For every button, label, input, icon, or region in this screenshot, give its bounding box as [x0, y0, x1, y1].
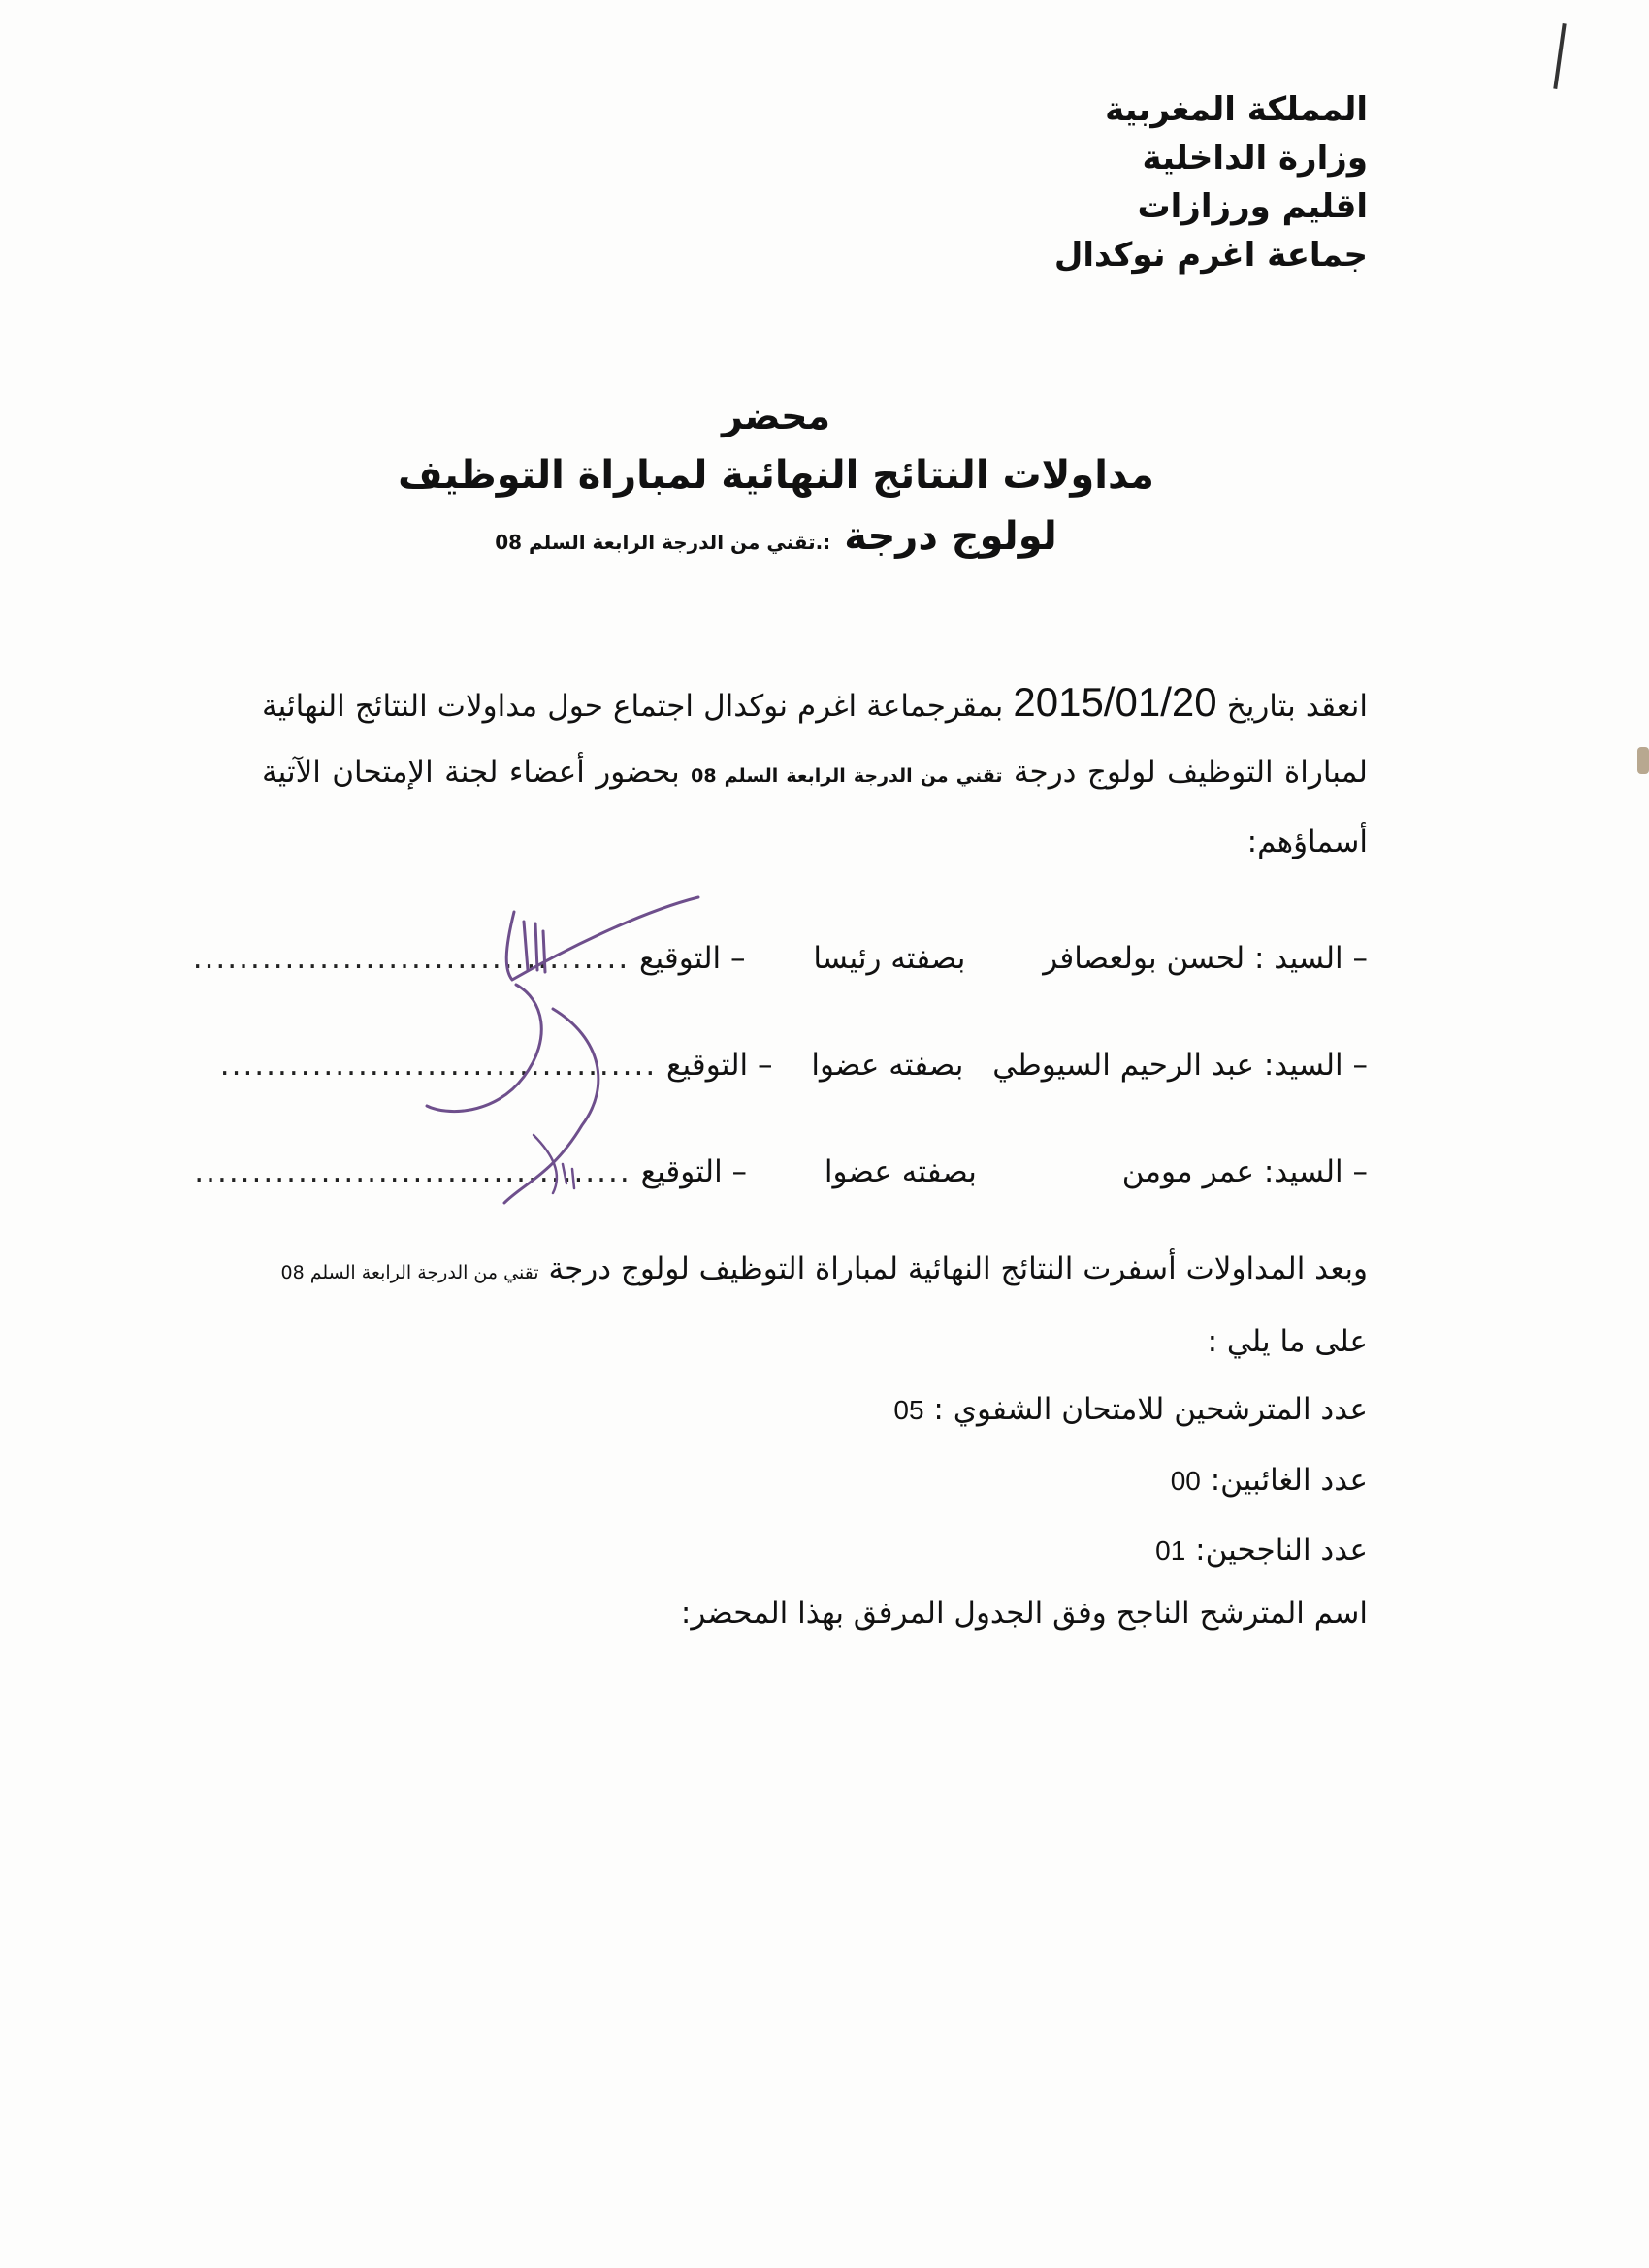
header-commune: جماعة اغرم نوكدال [1053, 236, 1368, 275]
intro-location: بمقرجماعة اغرم نوكدال اجتماع حول مداولات النتائج النهائية لمباراة التوظيف لولوج درجة [262, 689, 1368, 790]
header-kingdom: المملكة المغربية [1105, 90, 1368, 129]
candidates-value: 05 [893, 1395, 924, 1425]
member-name: – السيد : لحسن بولعصافر [1043, 941, 1368, 976]
member-row-3 [194, 1154, 1368, 1189]
intro-committee: بحضور أعضاء لجنة الإمتحان الآتية أسماؤهم: [262, 755, 1368, 859]
document-title [291, 388, 1261, 572]
member-name: – السيد: عبد الرحيم السيوطي [992, 1048, 1368, 1083]
member-signature-label: – التوقيع [640, 1154, 748, 1189]
member-row-2 [220, 1048, 1368, 1083]
intro-held-on: انعقد بتاريخ [1226, 689, 1368, 724]
results-intro-text: وبعد المداولات أسفرت النتائج النهائية لمباراة التوظيف لولوج درجة [548, 1251, 1368, 1286]
winner-line: اسم المترشح الناجح وفق الجدول المرفق بهذا المحضر: [680, 1596, 1368, 1631]
title-grade-label: لولوج درجة [844, 514, 1057, 559]
passed-count-line [1155, 1533, 1368, 1568]
title-grade-line [291, 506, 1261, 572]
absent-count-line [1171, 1463, 1368, 1498]
results-intro [281, 1251, 1368, 1286]
header-province: اقليم ورزازات [1137, 187, 1368, 226]
title-grade-value: :.تقني من الدرجة الرابعة السلم 08 [495, 531, 831, 554]
candidates-label: عدد المترشحين للامتحان الشفوي : [933, 1392, 1368, 1427]
edge-blemish [1637, 747, 1649, 774]
candidates-count-line [893, 1392, 1368, 1427]
letterhead [1054, 85, 1368, 279]
member-signature-label: – التوقيع [666, 1048, 773, 1083]
meeting-date: 2015/01/20 [1013, 679, 1217, 725]
member-name: – السيد: عمر مومن [1121, 1154, 1368, 1189]
title-deliberations: مداولات النتائج النهائية لمباراة التوظيف [398, 453, 1154, 498]
member-role: بصفته عضوا [811, 1048, 964, 1083]
results-intro-end: على ما يلي : [1207, 1324, 1368, 1359]
member-row-1 [193, 941, 1368, 976]
member-signature-label: – التوقيع [639, 941, 746, 976]
signature-dots: ...................................... [194, 1154, 631, 1189]
intro-grade: تقني من الدرجة الرابعة السلم 08 [691, 765, 1003, 787]
signature-dots: ...................................... [219, 1048, 658, 1083]
member-role: بصفته رئيسا [813, 941, 966, 976]
signature-dots: ...................................... [192, 941, 630, 976]
corner-pen-mark [1553, 23, 1566, 89]
absent-value: 00 [1170, 1466, 1201, 1496]
committee-signature [407, 892, 737, 1242]
absent-label: عدد الغائبين: [1210, 1463, 1368, 1498]
results-grade: تقني من الدرجة الرابعة السلم 08 [280, 1262, 539, 1283]
member-role: بصفته عضوا [824, 1154, 977, 1189]
intro-paragraph [262, 669, 1368, 875]
header-ministry: وزارة الداخلية [1142, 139, 1368, 178]
title-minutes: محضر [722, 395, 830, 437]
passed-label: عدد الناجحين: [1195, 1533, 1368, 1568]
passed-value: 01 [1155, 1536, 1186, 1566]
